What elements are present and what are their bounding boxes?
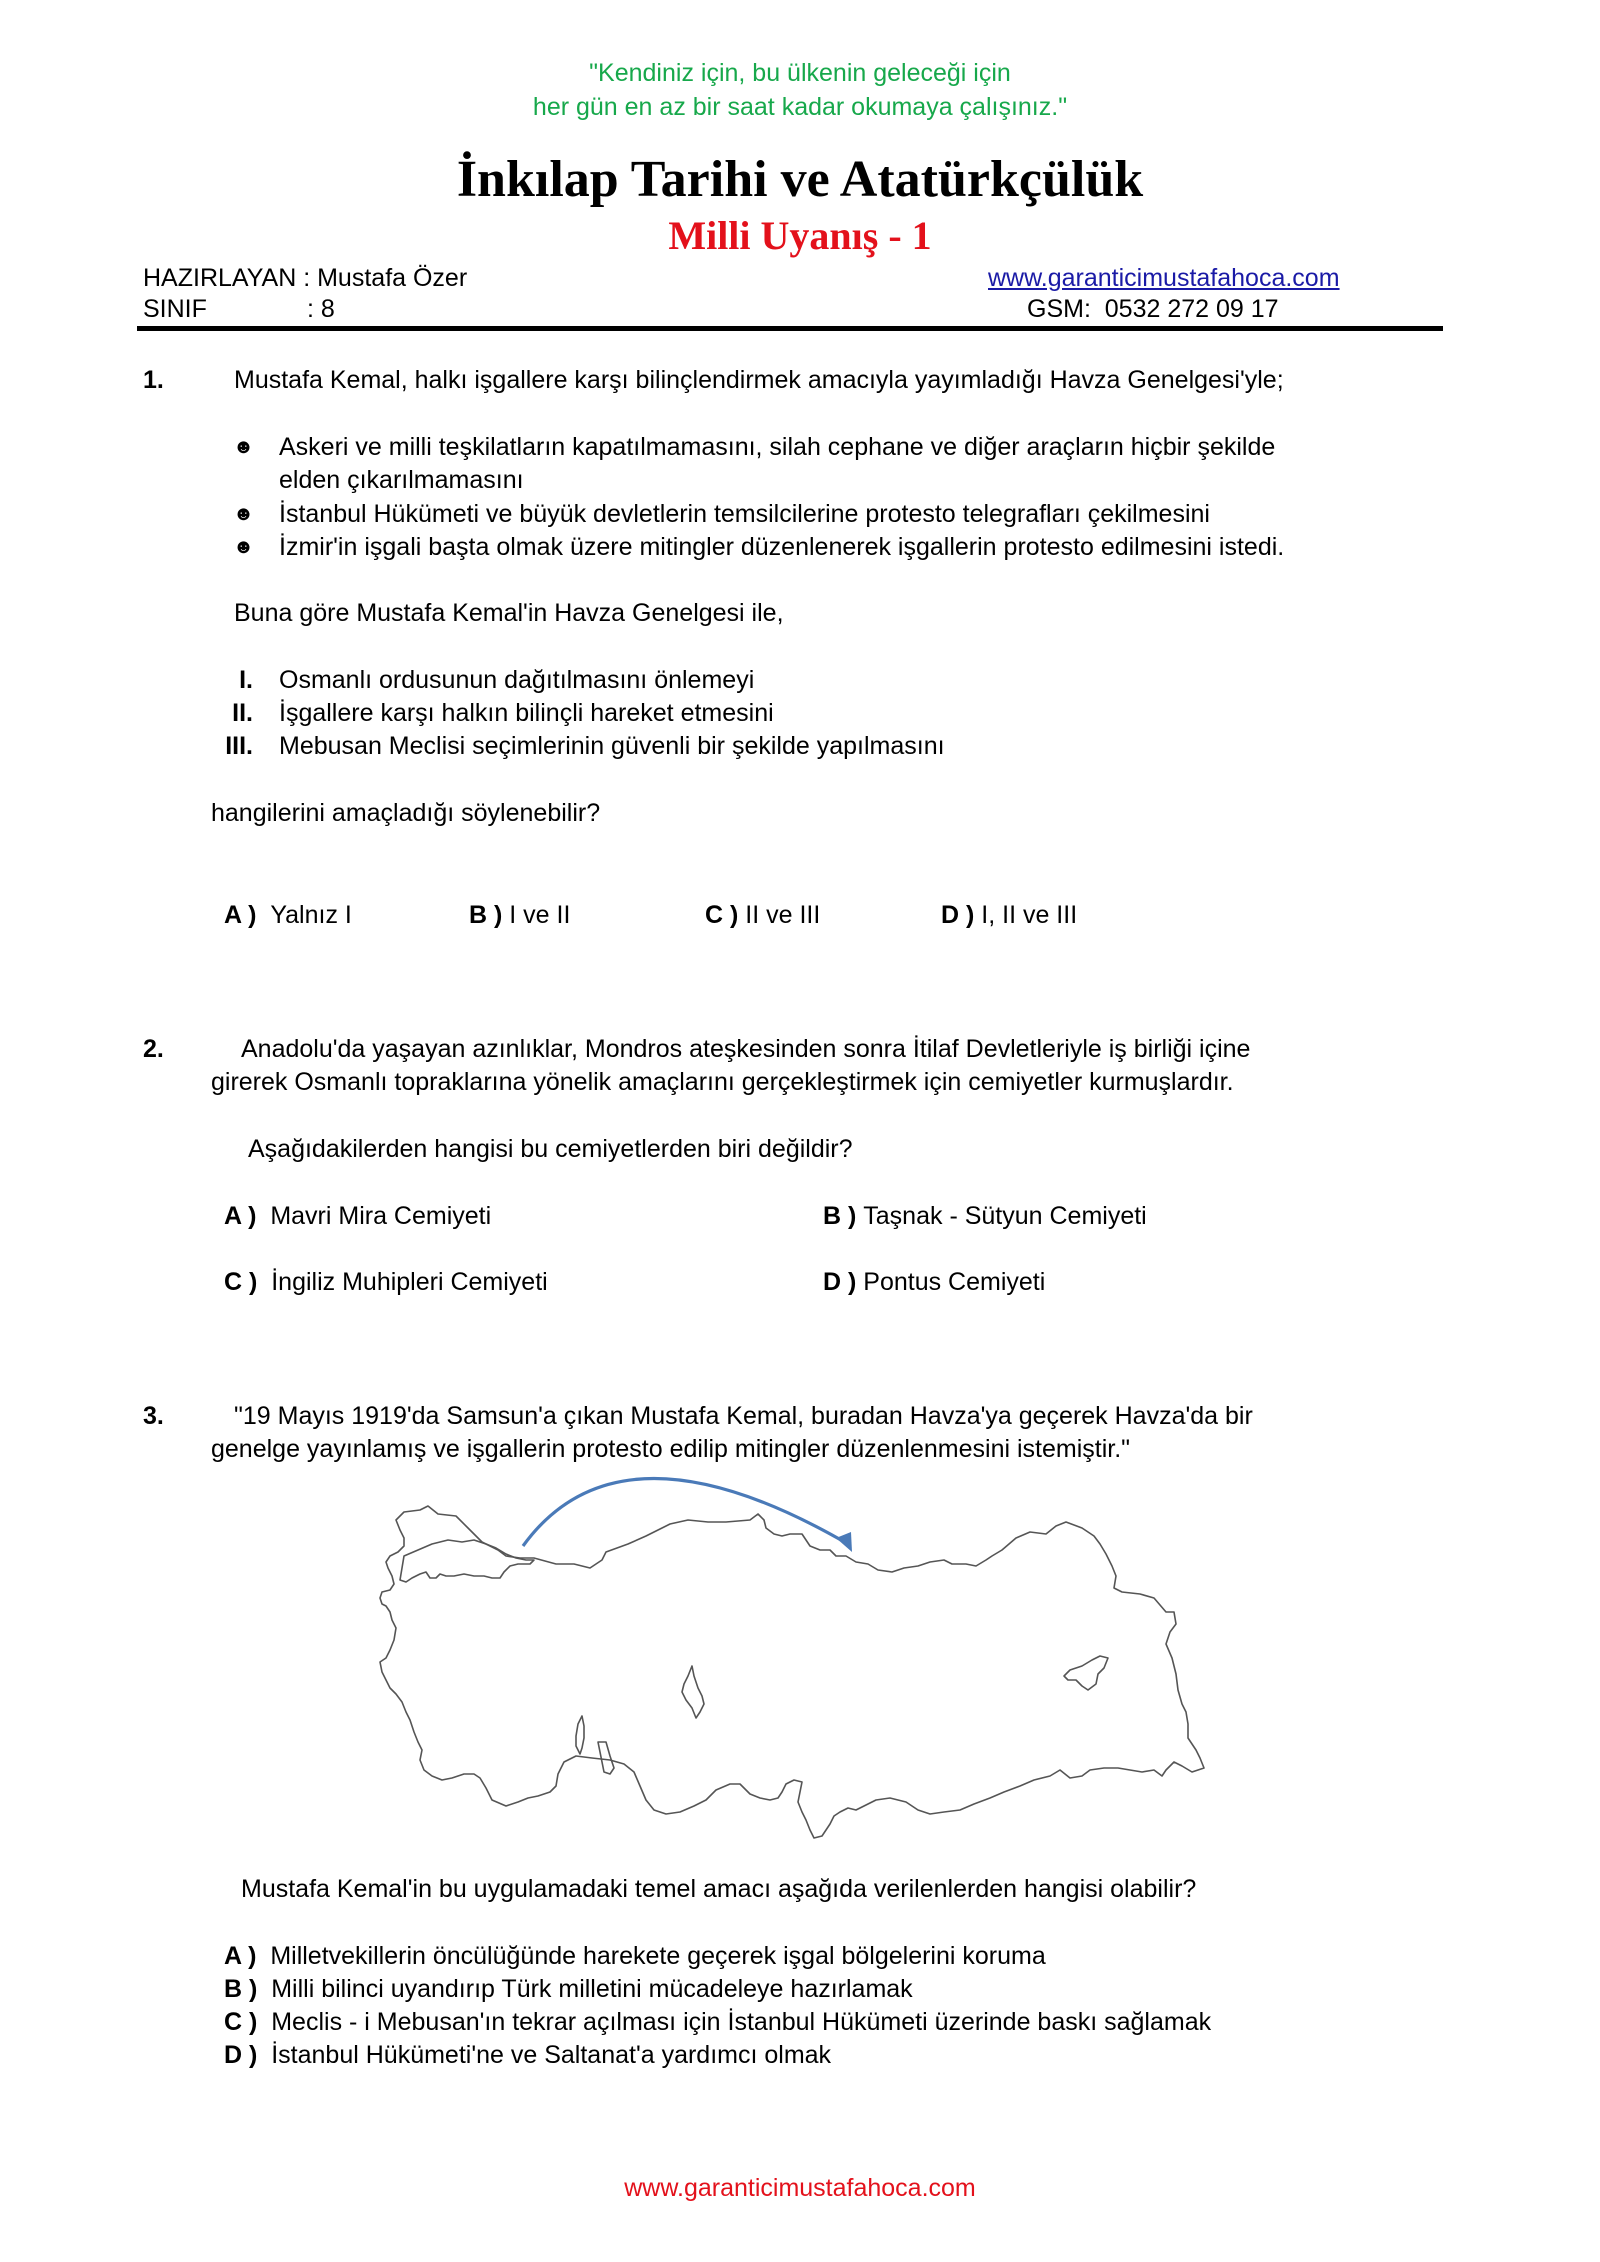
option-label: B ) — [823, 1202, 857, 1230]
option-text: Yalnız I — [270, 901, 352, 929]
question-prompt: hangilerini amaçladığı söylenebilir? — [211, 799, 601, 827]
option-label: C ) — [224, 2008, 258, 2036]
option-c[interactable] — [224, 2006, 1211, 2039]
page-title: İnkılap Tarihi ve Atatürkçülük — [456, 151, 1144, 208]
question-stem: Mustafa Kemal, halkı işgallere karşı bilinçlendirmek amacıyla yayımladığı Havza Genelgesi'yle; — [234, 366, 1284, 394]
option-label: A ) — [224, 901, 257, 929]
question-stem-line-1: "19 Mayıs 1919'da Samsun'a çıkan Mustafa Kemal, buradan Havza'ya geçerek Havza'da bir — [234, 1402, 1253, 1430]
author-label: HAZIRLAYAN : Mustafa Özer — [143, 264, 468, 292]
page-subtitle: Milli Uyanış - 1 — [668, 213, 932, 258]
option-text: Milletvekillerin öncülüğünde harekete geçerek işgal bölgelerini koruma — [270, 1942, 1046, 1970]
bullet-text: İstanbul Hükümeti ve büyük devletlerin temsilcilerine protesto telegrafları çekilmesini — [279, 500, 1210, 528]
option-text: I ve II — [509, 901, 571, 929]
smiley-bullet-icon: ☻ — [233, 503, 255, 525]
option-c[interactable] — [705, 899, 820, 932]
option-text: Pontus Cemiyeti — [863, 1268, 1046, 1296]
footer-website[interactable]: www.garanticimustafahoca.com — [624, 2174, 976, 2202]
option-d[interactable] — [941, 899, 1077, 932]
option-text: Meclis - i Mebusan'ın tekrar açılması için İstanbul Hükümeti üzerinde baskı sağlamak — [271, 2008, 1212, 2036]
option-text: II ve III — [745, 901, 821, 929]
turkey-outline — [380, 1506, 1204, 1838]
question-number: 1. — [143, 366, 164, 394]
option-d[interactable] — [224, 2039, 831, 2072]
smiley-bullet-icon: ☻ — [233, 536, 255, 558]
question-stem-line-2: genelge yayınlamış ve işgallerin protesto edilip mitingler düzenlenmesini istemiştir." — [211, 1435, 1131, 1463]
bullet-text: İzmir'in işgali başta olmak üzere mitingler düzenlenerek işgallerin protesto edilmesini istedi. — [279, 533, 1285, 561]
option-label: B ) — [224, 1975, 258, 2003]
question-stem-line-1: Anadolu'da yaşayan azınlıklar, Mondros ateşkesinden sonra İtilaf Devletleriyle iş birliği içine — [241, 1035, 1251, 1063]
question-stem-line-2: girerek Osmanlı topraklarına yönelik amaçlarını gerçekleştirmek için cemiyetler kurmuşlardır. — [211, 1068, 1234, 1096]
smiley-bullet-icon: ☻ — [233, 436, 255, 458]
statement-label: I. — [239, 666, 253, 694]
header-divider — [137, 326, 1443, 331]
option-b[interactable] — [469, 899, 570, 932]
option-c[interactable] — [224, 1266, 548, 1299]
option-label: D ) — [823, 1268, 857, 1296]
question-prompt: Mustafa Kemal'in bu uygulamadaki temel amacı aşağıda verilenlerden hangisi olabilir? — [241, 1875, 1197, 1903]
question-lead: Buna göre Mustafa Kemal'in Havza Genelgesi ile, — [234, 599, 784, 627]
option-label: C ) — [224, 1268, 258, 1296]
statement-text: İşgallere karşı halkın bilinçli hareket etmesini — [279, 699, 774, 727]
class-label: SINIF — [143, 295, 207, 323]
option-label: C ) — [705, 901, 739, 929]
option-text: Mavri Mira Cemiyeti — [270, 1202, 492, 1230]
option-label: D ) — [224, 2041, 258, 2069]
statement-label: II. — [232, 699, 253, 727]
class-value: : 8 — [307, 295, 335, 323]
statement-label: III. — [225, 732, 253, 760]
question-number: 3. — [143, 1402, 164, 1430]
option-label: D ) — [941, 901, 975, 929]
question-prompt: Aşağıdakilerden hangisi bu cemiyetlerden biri değildir? — [248, 1135, 853, 1163]
statement-text: Mebusan Meclisi seçimlerinin güvenli bir şekilde yapılmasını — [279, 732, 945, 760]
route-arrow-icon — [523, 1478, 852, 1552]
option-b[interactable] — [823, 1200, 1147, 1233]
option-text: Milli bilinci uyandırıp Türk milletini mücadeleye hazırlamak — [271, 1975, 913, 2003]
option-label: A ) — [224, 1202, 257, 1230]
option-text: İstanbul Hükümeti'ne ve Saltanat'a yardımcı olmak — [271, 2041, 832, 2069]
website-link[interactable]: www.garanticimustafahoca.com — [988, 264, 1340, 292]
option-a[interactable] — [224, 1200, 491, 1233]
bullet-text: Askeri ve milli teşkilatların kapatılmamasını, silah cephane ve diğer araçların hiçbir şekilde — [279, 433, 1276, 461]
option-d[interactable] — [823, 1266, 1045, 1299]
question-number: 2. — [143, 1035, 164, 1063]
option-a[interactable] — [224, 899, 352, 932]
turkey-map-figure — [370, 1480, 1220, 1860]
option-b[interactable] — [224, 1973, 913, 2006]
gsm-number: GSM: 0532 272 09 17 — [1027, 295, 1279, 323]
option-label: B ) — [469, 901, 503, 929]
bullet-text-cont: elden çıkarılmamasını — [279, 466, 524, 494]
option-text: İngiliz Muhipleri Cemiyeti — [271, 1268, 548, 1296]
option-a[interactable] — [224, 1940, 1046, 1973]
option-text: Taşnak - Sütyun Cemiyeti — [863, 1202, 1147, 1230]
motto-line-1: "Kendiniz için, bu ülkenin geleceği için — [589, 59, 1011, 87]
option-label: A ) — [224, 1942, 257, 1970]
option-text: I, II ve III — [981, 901, 1078, 929]
statement-text: Osmanlı ordusunun dağıtılmasını önlemeyi — [279, 666, 755, 694]
motto-line-2: her gün en az bir saat kadar okumaya çalışınız." — [532, 93, 1068, 121]
